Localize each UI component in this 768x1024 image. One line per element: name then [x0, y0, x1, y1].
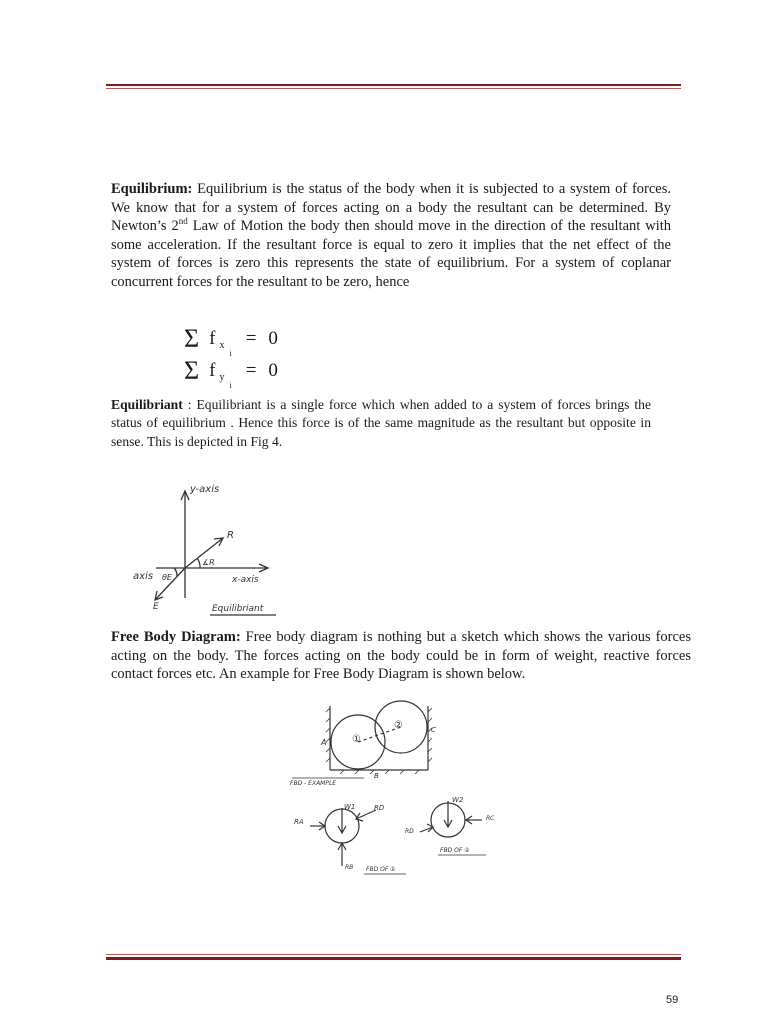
ra-label: RA [294, 818, 304, 826]
rc-label: RC [486, 815, 495, 822]
equation-index: i [229, 349, 232, 358]
free-body-diagram-figure [280, 698, 520, 888]
rb-label: RB [345, 864, 354, 871]
resultant-label: R [227, 530, 234, 541]
equation-subscript: y [219, 372, 225, 383]
sigma-symbol: Σ [184, 324, 200, 353]
equilibriant-paragraph [111, 396, 651, 451]
fbd1-caption: FBD OF ① [366, 866, 396, 873]
equation-sum-fy [184, 356, 278, 390]
equals-sign: = [245, 360, 257, 381]
equilibrium-term: Equilibrium: [111, 181, 193, 197]
rd1-label: RD [374, 804, 385, 812]
equilibriant-text: : Equilibriant is a single force which when added to a system of forces brings the status of equilibrium . Hence this force is of the same magnitude as the resultant but opposite in sense. This is depicted in Fig 4. [111, 397, 651, 449]
angle-r-label: ∡R [202, 558, 215, 567]
equation-f: f [209, 328, 216, 349]
angle-r-arc [197, 558, 200, 568]
figure-caption: Equilibriant [212, 604, 264, 614]
sphere-1-label: ① [352, 734, 361, 745]
equilibriant-label: E [153, 602, 159, 612]
y-axis-label: y-axis [190, 484, 220, 495]
sigma-symbol: Σ [184, 356, 200, 385]
w2-label: W2 [452, 796, 464, 804]
equation-f: f [209, 360, 216, 381]
equilibriant-term: Equilibriant [111, 397, 183, 412]
page-number: 59 [666, 994, 679, 1006]
header-rule [106, 84, 681, 89]
free-body-diagram-text: Free body diagram is nothing but a sketch which shows the various forces acting on the body. The forces acting on the body could be in form of weight, reactive forces contact forces etc. An example for Free Body Diagram is shown below. [111, 629, 691, 683]
equation-rhs: 0 [268, 328, 278, 349]
angle-e-label: θE [162, 573, 172, 582]
ordinal-superscript: nd [178, 216, 188, 227]
rd2-label: RD [405, 828, 414, 835]
x-axis-label: x-axis [232, 575, 259, 585]
w1-label: W1 [344, 803, 356, 811]
left-axis-label: axis [133, 571, 154, 582]
free-body-diagram-term: Free Body Diagram: [111, 629, 241, 645]
equilibrium-paragraph [111, 180, 671, 292]
equation-rhs: 0 [268, 360, 278, 381]
free-body-diagram-paragraph [111, 628, 691, 684]
label-c: C [431, 726, 436, 734]
footer-rule [106, 952, 681, 960]
sphere-2-label: ② [394, 720, 403, 731]
equation-subscript: x [219, 340, 225, 351]
equilibrium-text-2: Law of Motion the body then should move in the direction of the resultant with some acceleration. If the resultant force is equal to zero it implies that the net effect of the system of forces is zero this represents the state of equilibrium. For a system of coplanar concurrent forces for the resultant to be zero, hence [111, 218, 671, 290]
equation-index: i [229, 381, 232, 390]
example-caption: FBD - EXAMPLE [290, 780, 337, 787]
angle-e-arc [174, 568, 177, 576]
label-b: B [374, 772, 379, 780]
equilibriant-figure [128, 470, 288, 620]
equation-sum-fx [184, 324, 278, 358]
equals-sign: = [245, 328, 257, 349]
equilibrium-text-1: Equilibrium is the status of the body when it is subjected to a system of forces. We know that for a system of forces acting on a body the resultant can be determined. By Newton’s 2 [111, 181, 671, 235]
label-a: A [321, 738, 327, 747]
fbd2-caption: FBD OF ② [440, 847, 470, 854]
